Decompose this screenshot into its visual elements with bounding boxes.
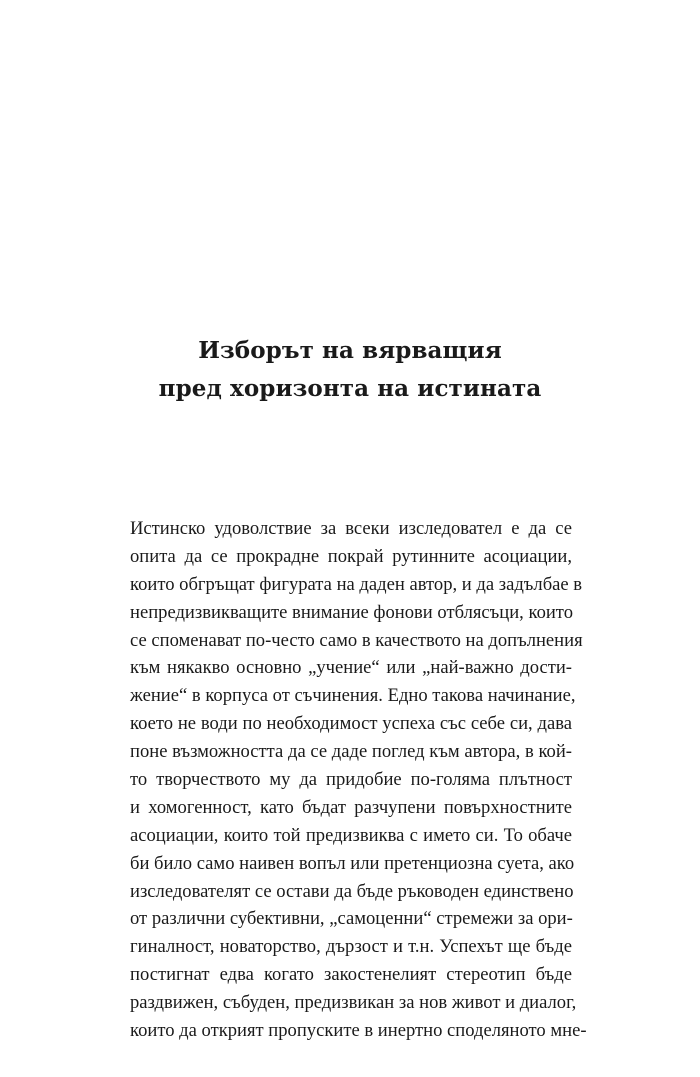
body-line: асоциации, които той предизвиква с името си. То обаче	[130, 824, 572, 846]
body-line: които да открият пропуските в инертно споделяното мне-	[130, 1020, 587, 1042]
body-line: Истинско удоволствие за всеки изследовател е да се	[130, 518, 572, 539]
body-line: то творчеството му да придобие по-голяма плътност	[130, 769, 572, 791]
body-line: гиналност, новаторство, дързост и т.н. Успехът ще бъде	[130, 936, 572, 958]
body-line: и хомогенност, като бъдат разчупени повърхностните	[130, 796, 572, 818]
chapter-title-line-2: пред хоризонта на истината	[158, 375, 542, 402]
body-line: опита да се прокрадне покрай рутинните асоциации,	[130, 545, 572, 567]
body-line: от различни субективни, „самоценни“ стремежи за ори-	[130, 908, 573, 930]
body-line: жение“ в корпуса от съчинения. Едно такова начинание,	[130, 685, 576, 707]
body-line: би било само наивен вопъл или претенциозна суета, ако	[130, 852, 575, 874]
body-line: раздвижен, събуден, предизвикан за нов живот и диалог,	[130, 992, 577, 1014]
body-line: което не води по необходимост успеха със себе си, дава	[130, 713, 572, 735]
body-paragraph	[130, 515, 587, 1045]
body-line: непредизвикващите внимание фонови отблясъци, които	[130, 601, 573, 623]
body-line: към някакво основно „учение“ или „най-важно дости-	[130, 657, 572, 679]
body-line: се споменават по-често само в качеството на допълнения	[130, 629, 583, 651]
body-line: които обгръщат фигурата на даден автор, и да задълбае в	[130, 573, 583, 595]
chapter-title	[0, 332, 700, 408]
chapter-title-line-1: Изборът на вярващия	[198, 337, 502, 364]
body-line: поне възможността да се даде поглед към автора, в кой-	[130, 741, 572, 763]
body-line: изследователят се остави да бъде ръководен единствено	[130, 880, 574, 902]
body-line: постигнат едва когато закостенелият стереотип бъде	[130, 964, 572, 986]
